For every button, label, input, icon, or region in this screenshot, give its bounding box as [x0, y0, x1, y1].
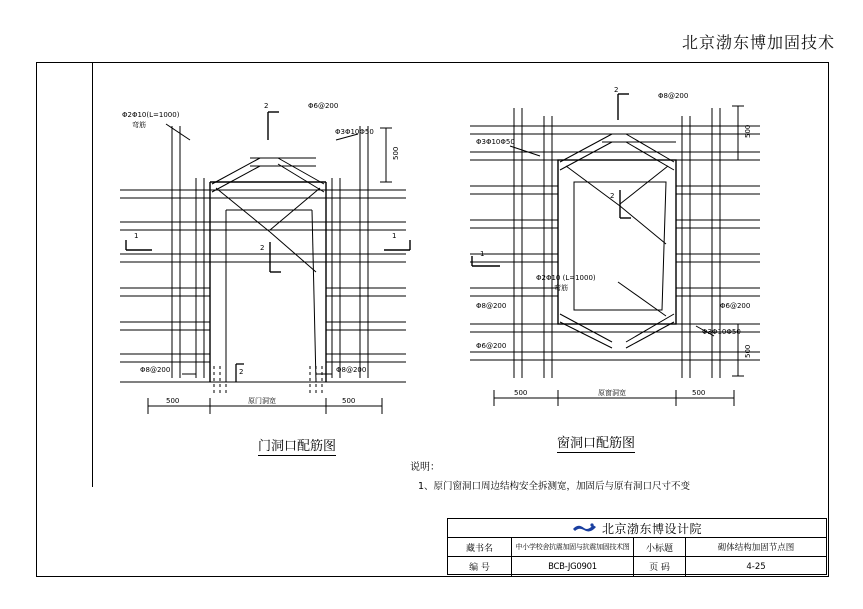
- label-door-right-rebar: Φ3Φ10Φ50: [335, 128, 374, 136]
- label-door-bottom-left-rebar: Φ8@200: [140, 366, 171, 374]
- label-window-center-rebar-sub: 弯筋: [554, 284, 568, 292]
- title-block-label-number: 编 号: [448, 557, 512, 576]
- title-block-value-number: BCB-JG0901: [512, 557, 634, 576]
- notes-title: 说明：: [410, 462, 440, 473]
- label-door-bottom-right-rebar: Φ8@200: [336, 366, 367, 374]
- label-window-left-section-mark: 1: [480, 250, 485, 258]
- label-door-top-rebar: Φ6@200: [308, 102, 339, 110]
- title-block-value-book: 中小学校舍抗震加固与抗震加固技术图: [512, 538, 634, 556]
- title-block: [447, 518, 827, 575]
- title-block-row-number: [448, 557, 826, 576]
- label-door-left-rebar-sub: 弯筋: [132, 121, 146, 129]
- label-door-right-section-mark: 1: [392, 232, 397, 240]
- label-door-left-section-mark: 1: [134, 232, 139, 240]
- page-header-company: 北京渤东博加固技术: [681, 33, 835, 52]
- notes-item-1: 1、原门窗洞口周边结构安全拆测宽，加固后与原有洞口尺寸不变: [418, 481, 691, 492]
- label-door-left-rebar-main: Φ2Φ10(L=1000): [122, 111, 180, 119]
- title-block-label-subtitle: 小标题: [634, 538, 686, 556]
- label-window-top-section-mark: 2: [614, 86, 619, 94]
- label-window-right-rebar-mid: Φ6@200: [720, 302, 751, 310]
- dim-door-right: 500: [342, 397, 356, 405]
- dim-door-right-vertical: 500: [392, 146, 400, 160]
- company-logo-icon: [572, 522, 598, 535]
- dim-window-center: 原窗洞宽: [598, 389, 626, 397]
- dim-window-top-vertical: 500: [744, 124, 752, 138]
- window-opening-drawing: [470, 86, 770, 416]
- title-block-value-subtitle: 砌体结构加固节点图: [717, 543, 795, 553]
- window-opening-caption: 窗洞口配筋图: [557, 432, 635, 453]
- door-opening-drawing: [120, 82, 420, 422]
- label-window-left-rebar-lower: Φ8@200: [476, 302, 507, 310]
- dim-door-center: 原门洞宽: [248, 397, 276, 405]
- title-block-logo-row: [448, 519, 826, 538]
- title-block-label-book: 藏书名: [448, 538, 512, 556]
- dim-window-right: 500: [692, 389, 706, 397]
- label-window-left-rebar-bottom: Φ6@200: [476, 342, 507, 350]
- label-window-mid-section-mark: 2: [610, 192, 615, 200]
- title-block-row-name: [448, 538, 826, 557]
- door-opening-caption: 门洞口配筋图: [258, 435, 336, 456]
- dim-door-left: 500: [166, 397, 180, 405]
- label-door-mid-section-mark: 2: [260, 244, 265, 252]
- label-door-top-section-mark: 2: [264, 102, 269, 110]
- label-window-upper-left-rebar: Φ3Φ10Φ50: [476, 138, 515, 146]
- title-block-company: 北京渤东博设计院: [601, 521, 702, 536]
- drawing-border-inner-left: [92, 62, 93, 487]
- label-door-bottom-detail-mark: 2: [239, 368, 244, 376]
- title-block-label-page: 页 码: [634, 557, 686, 576]
- label-window-center-rebar-main: Φ2Φ10 (L=1000): [536, 274, 596, 282]
- label-window-right-rebar-lower: Φ3Φ10Φ50: [702, 328, 741, 336]
- dim-window-bottom-vertical: 500: [744, 344, 752, 358]
- title-block-value-page: 4-25: [746, 561, 766, 572]
- dim-window-left: 500: [514, 389, 528, 397]
- label-window-top-rebar: Φ8@200: [658, 92, 689, 100]
